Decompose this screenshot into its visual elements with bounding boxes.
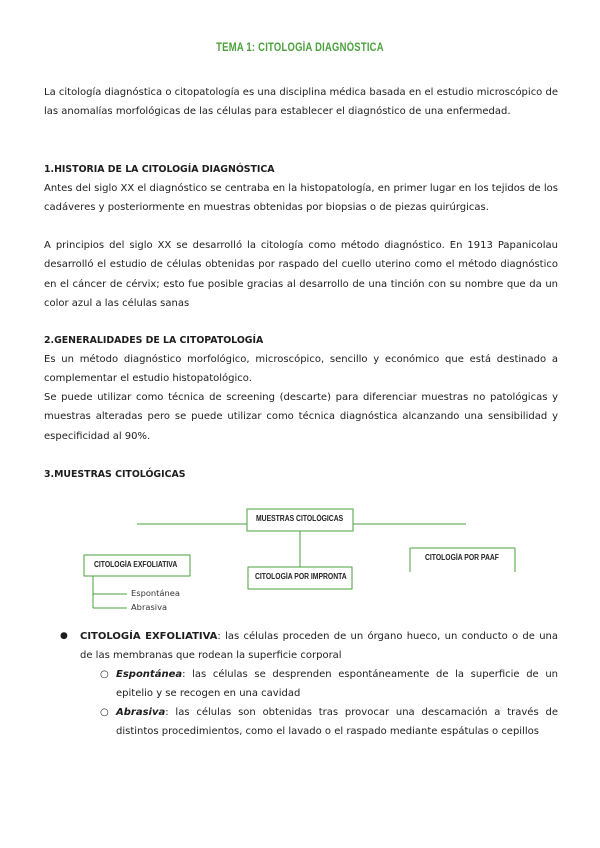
center-label: CITOLOGÍA POR IMPRONTA [255,572,347,581]
left-label: CITOLOGÍA EXFOLIATIVA [94,560,178,569]
sub-bullet-item [116,665,558,704]
section-paragraph: Se puede utilizar como técnica de screening (descarte) para diferenciar muestras no patológicas y muestras alteradas pero se puede utilizar como técnica diagnóstica alcanzando una sensibilidad y especificidad al 90%. [44,392,558,442]
root-label: MUESTRAS CITOLÓGICAS [256,514,344,523]
sub-bullet-term: Abrasiva [116,707,166,718]
section-paragraph: Es un método diagnóstico morfológico, microscópico, sencillo y económico que está destinado a complementar el estudio histopatológico. [44,354,558,385]
sub-bullet-text: : las células se desprenden espontáneamente de la superficie de un epitelio y se recogen en una cavidad [116,669,558,700]
child-label-abrasiva: Abrasiva [131,602,168,612]
child-label-espontanea: Espontánea [131,588,180,598]
bullet-dot: ● [60,631,68,641]
section-heading-muestras: 3.MUESTRAS CITOLÓGICAS [44,469,186,480]
sub-bullet-term: Espontánea [116,669,183,680]
muestras-diagram [0,495,600,625]
sub-bullet-text: : las células son obtenidas tras provocar una descamación a través de distintos procedimientos, como el lavado o el raspado mediante espátulas o cepillos [116,707,558,738]
section-heading-generalidades: 2.GENERALIDADES DE LA CITOPATOLOGÍA [44,335,264,346]
bullet-item [80,627,558,666]
intro-paragraph: La citología diagnóstica o citopatología es una disciplina médica basada en el estudio microscópico de las anomalías morfológicas de las células para establecer el diagnóstico de una enfermedad. [44,87,558,118]
sub-bullet-circle: ○ [100,669,109,680]
sub-bullet-item [116,703,558,742]
page-title: TEMA 1: CITOLOGÍA DIAGNÓSTICA [216,42,384,54]
section-heading-historia: 1.HISTORIA DE LA CITOLOGÍA DIAGNÓSTICA [44,164,275,175]
section-paragraph: A principios del siglo XX se desarrolló la citología como método diagnóstico. En 1913 Papanicolau desarrolló el estudio de células obtenidas por raspado del cuello uterino como el método diagnóstico en el cáncer de cérvix; esto fue posible gracias al desarrollo de una tinción con su nombre que da un color azul a las células sanas [44,240,558,309]
section-paragraph: Antes del siglo XX el diagnóstico se centraba en la histopatología, en primer lugar en los tejidos de los cadáveres y posteriormente en muestras obtenidas por biopsias o de piezas quirúrgicas. [44,183,558,214]
bullet-text: : las células proceden de un órgano hueco, un conducto o de una de las membranas que rodean la superficie corporal [80,631,558,662]
bullet-term: CITOLOGÍA EXFOLIATIVA [80,631,218,642]
sub-bullet-circle: ○ [100,707,109,718]
right-label: CITOLOGÍA POR PAAF [425,553,499,562]
